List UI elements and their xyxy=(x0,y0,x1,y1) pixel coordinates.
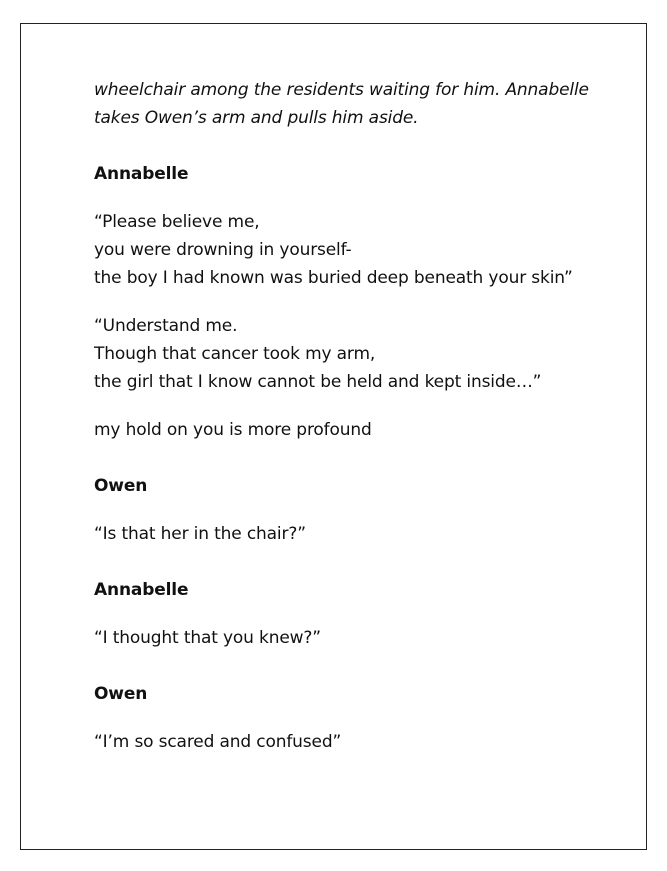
dialogue-line: “Please believe me, xyxy=(94,212,260,232)
dialogue-line: Though that cancer took my arm, xyxy=(94,344,376,364)
dialogue-line: the boy I had known was buried deep beneath your skin” xyxy=(94,268,573,288)
script-content xyxy=(94,76,614,756)
dialogue-line: you were drowning in yourself- xyxy=(94,240,352,260)
stage-direction xyxy=(94,76,614,132)
stage-direction-line: takes Owen’s arm and pulls him aside. xyxy=(94,108,419,128)
dialogue-line: the girl that I know cannot be held and kept inside…” xyxy=(94,372,542,392)
dialogue-line: “I’m so scared and confused” xyxy=(94,732,342,752)
stage-direction-line: wheelchair among the residents waiting for him. Annabelle xyxy=(94,80,589,100)
dialogue-block xyxy=(94,160,614,444)
dialogue-block xyxy=(94,680,614,756)
dialogue-line: “Understand me. xyxy=(94,316,238,336)
dialogue-block xyxy=(94,472,614,548)
dialogue-line: my hold on you is more profound xyxy=(94,420,372,440)
speaker-name: Owen xyxy=(94,684,148,704)
dialogue-line: “Is that her in the chair?” xyxy=(94,524,306,544)
dialogue-line: “I thought that you knew?” xyxy=(94,628,321,648)
stanza xyxy=(94,208,614,292)
stanza xyxy=(94,312,614,396)
speaker-name: Annabelle xyxy=(94,580,189,600)
stanza xyxy=(94,416,614,444)
speaker-name: Owen xyxy=(94,476,148,496)
dialogue-block xyxy=(94,576,614,652)
speaker-name: Annabelle xyxy=(94,164,189,184)
script-page xyxy=(20,23,647,850)
